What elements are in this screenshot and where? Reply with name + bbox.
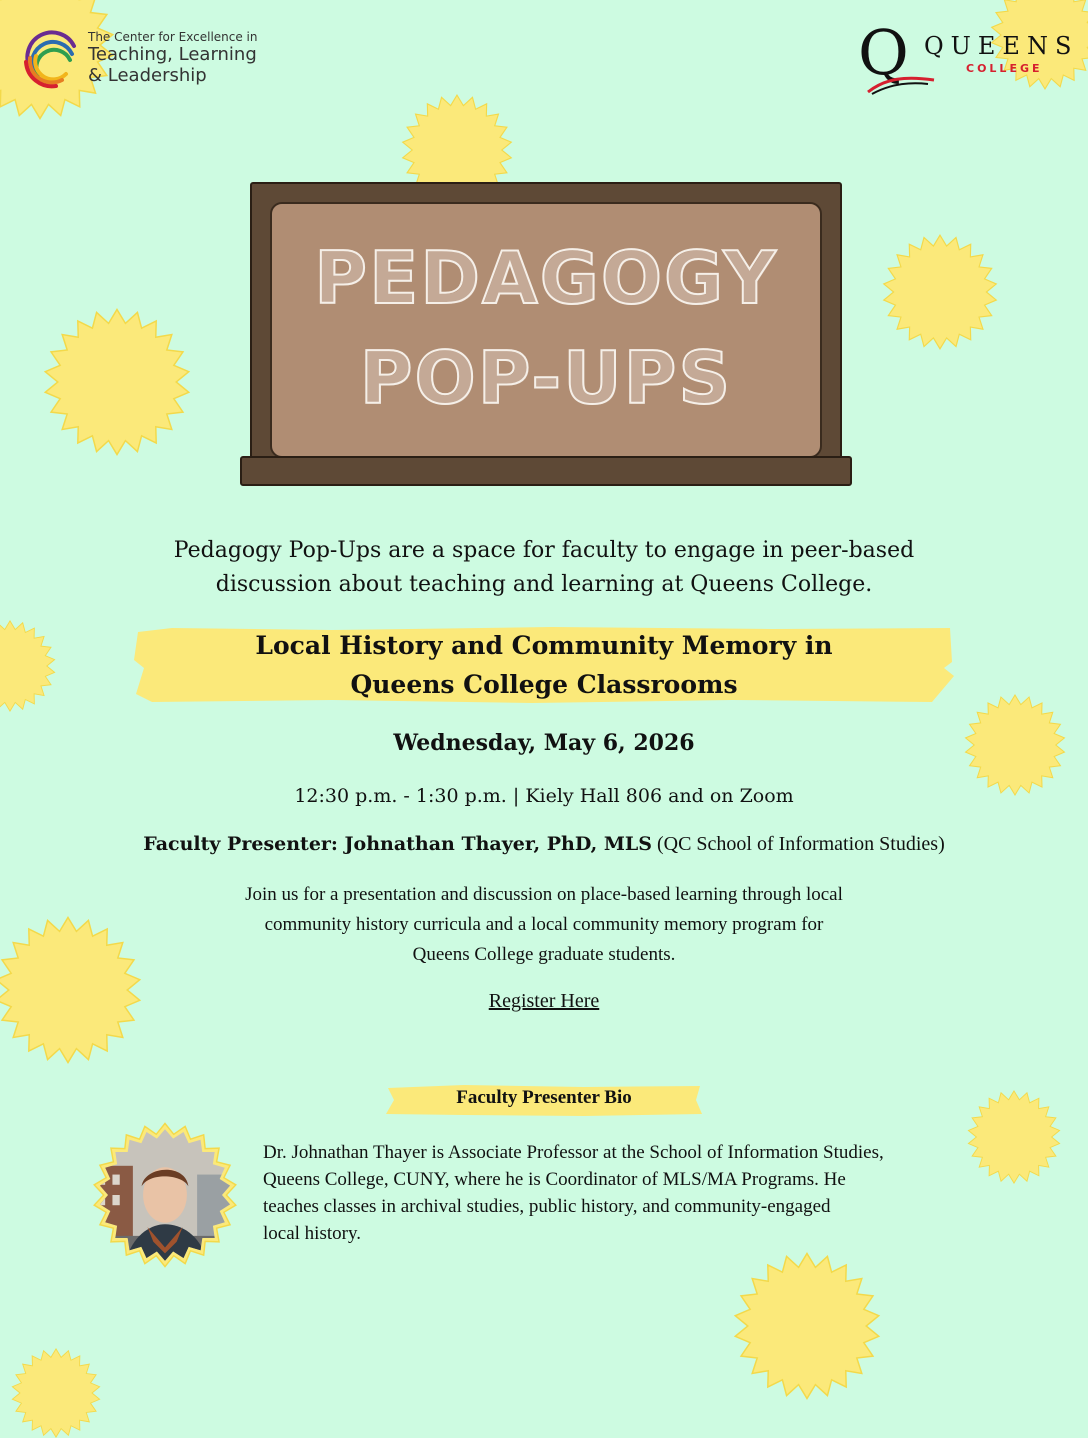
bio-line-4: local history. (263, 1223, 361, 1244)
bio-line-3: teaches classes in archival studies, public history, and community-engaged (263, 1196, 831, 1217)
event-time-location: 12:30 p.m. - 1:30 p.m. | Kiely Hall 806 and on Zoom (294, 785, 794, 807)
presenter-photo (92, 1122, 238, 1268)
event-title-line-2: Queens College Classrooms (350, 670, 738, 699)
qc-logo-letter: Q (858, 16, 909, 89)
description-line-3: Queens College graduate students. (412, 944, 676, 965)
sunburst-decoration (8, 1348, 104, 1438)
chalk-title-line-2: POP-UPS (359, 336, 733, 420)
center-logo-line-3: & Leadership (88, 65, 207, 86)
event-title (0, 626, 1088, 704)
intro-line-2: discussion about teaching and learning at Queens College. (215, 572, 873, 597)
sunburst-decoration (732, 1252, 882, 1400)
queens-college-logo (858, 16, 1079, 96)
bio-heading: Faculty Presenter Bio (456, 1087, 632, 1108)
rainbow-swirl-icon (22, 28, 86, 92)
center-logo-line-1: The Center for Excellence in (88, 30, 258, 44)
intro-paragraph (0, 534, 1088, 602)
qc-logo-sub: COLLEGE (966, 62, 1043, 75)
bio-line-2: Queens College, CUNY, where he is Coordinator of MLS/MA Programs. He (263, 1169, 846, 1190)
presenter-name: : Johnathan Thayer, PhD, MLS (330, 833, 652, 855)
qc-logo-name: QUEENS (924, 32, 1079, 60)
register-link-wrap (0, 990, 1088, 1013)
chalk-title-line-1: PEDAGOGY (314, 236, 778, 320)
description-line-1: Join us for a presentation and discussion on place-based learning through local (245, 884, 843, 905)
sunburst-decoration (882, 234, 998, 350)
center-for-excellence-logo (22, 28, 282, 94)
bio-paragraph (263, 1139, 983, 1247)
event-description (0, 880, 1088, 970)
bio-line-1: Dr. Johnathan Thayer is Associate Professor at the School of Information Studies, (263, 1142, 884, 1163)
register-link[interactable]: Register Here (488, 990, 600, 1012)
center-logo-line-2: Teaching, Learning (88, 44, 257, 65)
event-date: Wednesday, May 6, 2026 (393, 730, 695, 756)
sunburst-decoration (42, 308, 192, 456)
chalkboard-ledge (240, 456, 852, 486)
presenter-affiliation: (QC School of Information Studies) (651, 833, 945, 855)
description-line-2: community history curricula and a local community memory program for (264, 914, 824, 935)
swoosh-icon (866, 74, 936, 96)
presenter-label: Faculty Presenter (143, 833, 331, 855)
faculty-presenter-line (0, 833, 1088, 856)
event-title-line-1: Local History and Community Memory in (255, 631, 833, 660)
intro-line-1: Pedagogy Pop-Ups are a space for faculty to engage in peer-based (173, 538, 915, 563)
